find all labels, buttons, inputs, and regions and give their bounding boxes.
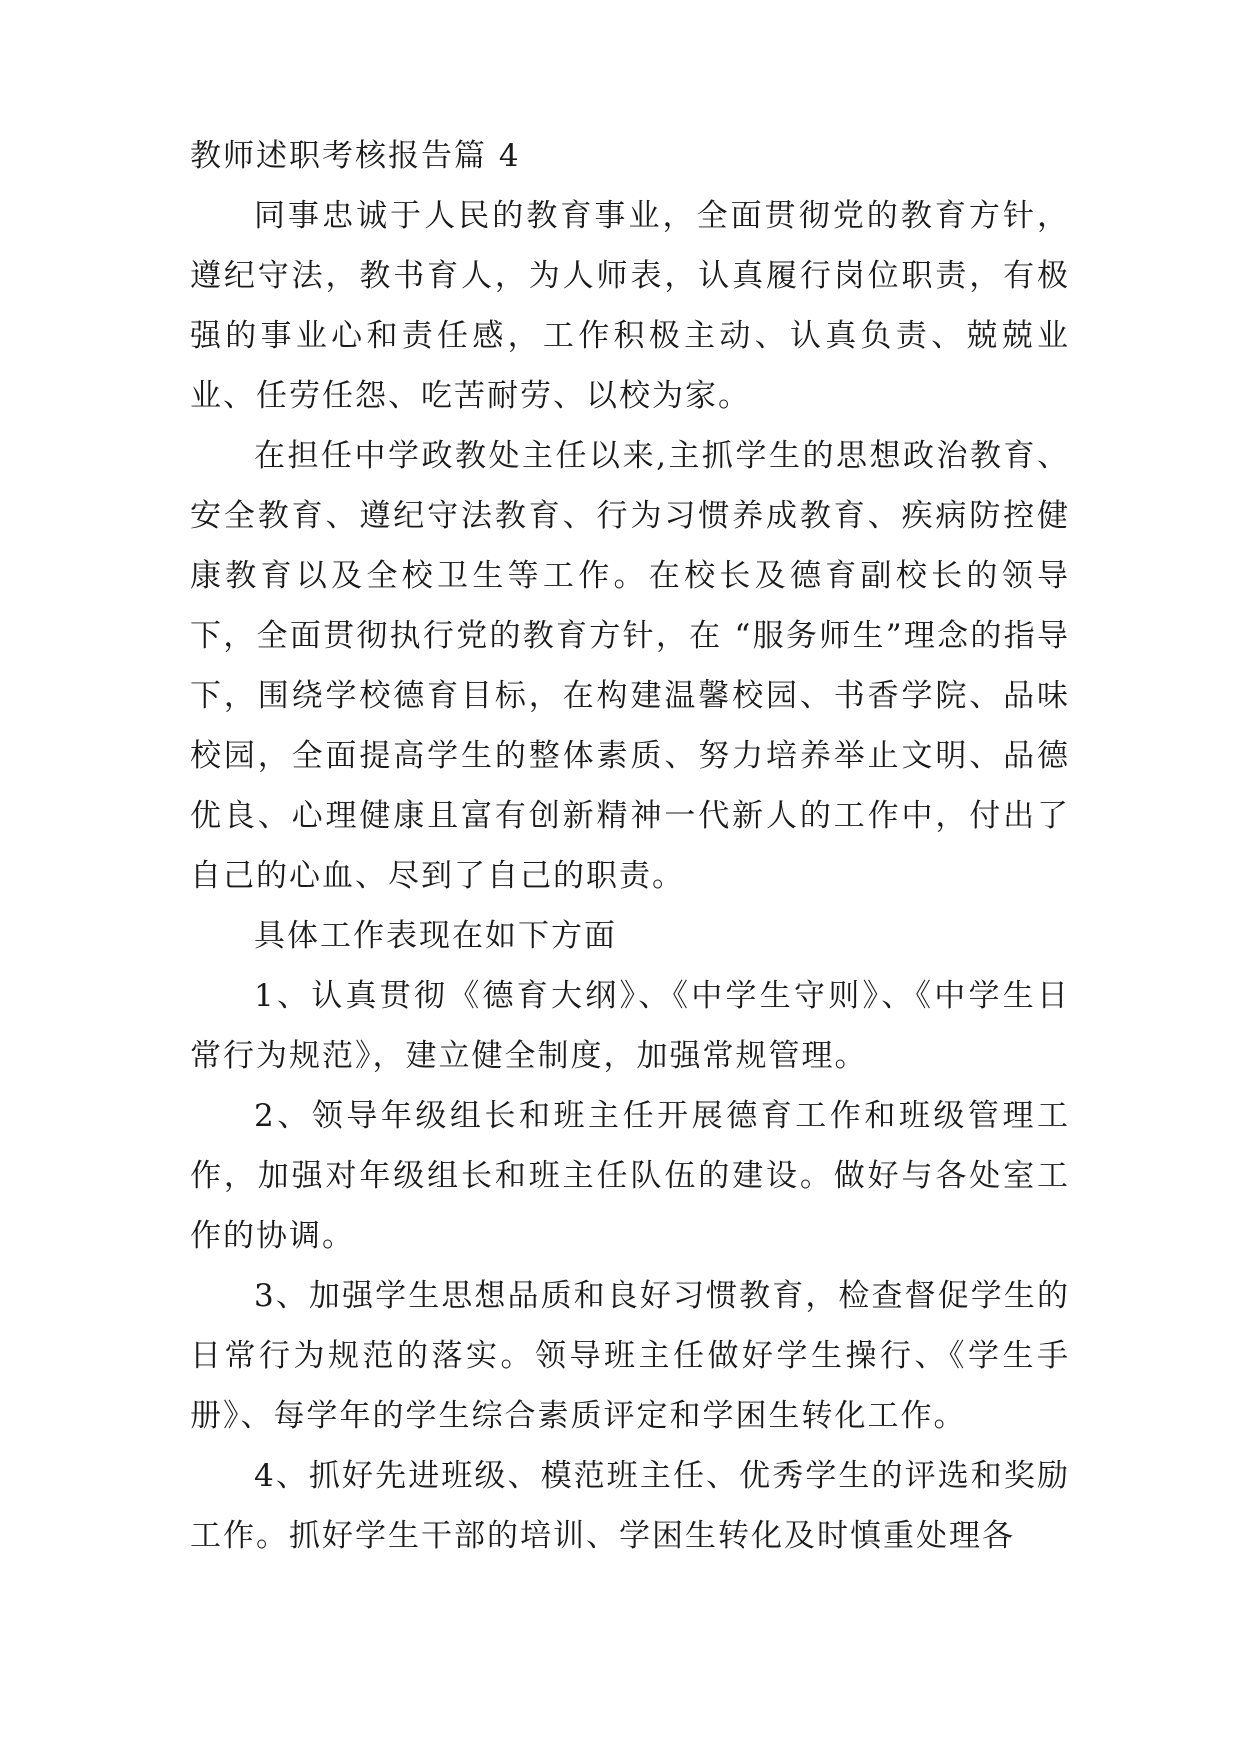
paragraph-item-3: 3、加强学生思想品质和良好习惯教育，检查督促学生的日常行为规范的落实。领导班主任做好学生操行、《学生手册》、每学年的学生综合素质评定和学困生转化工作。 (190, 1278, 1070, 1434)
paragraph-item-2: 2、领导年级组长和班主任开展德育工作和班级管理工作，加强对年级组长和班主任队伍的建设。做好与各处室工作的协调。 (190, 1098, 1070, 1254)
paragraph-item-4: 4、抓好先进班级、模范班主任、优秀学生的评选和奖励工作。抓好学生干部的培训、学困生转化及时慎重处理各 (190, 1458, 1070, 1554)
paragraph-item-1: 1、认真贯彻《德育大纲》、《中学生守则》、《中学生日常行为规范》，建立健全制度，加强常规管理。 (190, 978, 1070, 1074)
paragraph-intro: 同事忠诚于人民的教育事业，全面贯彻党的教育方针，遵纪守法，教书育人，为人师表，认真履行岗位职责，有极强的事业心和责任感，工作积极主动、认真负责、兢兢业业、任劳任怨、吃苦耐劳、以校为家。 (190, 198, 1070, 414)
paragraph-section-lead: 具体工作表现在如下方面 (254, 918, 617, 954)
document-title: 教师述职考核报告篇 4 (190, 138, 521, 174)
paragraph-role: 在担任中学政教处主任以来,主抓学生的思想政治教育、安全教育、遵纪守法教育、行为习惯养成教育、疾病防控健康教育以及全校卫生等工作。在校长及德育副校长的领导下，全面贯彻执行党的教育方针，在 “服务师生”理念的指导下，围绕学校德育目标，在构建温馨校园、书香学院、品味校园，全面提高学生的整体素质、努力培养举止文明、品德优良、心理健康且富有创新精神一代新人的工作中，付出了自己的心血、尽到了自己的职责。 (190, 438, 1070, 894)
document-body (190, 126, 1070, 1566)
